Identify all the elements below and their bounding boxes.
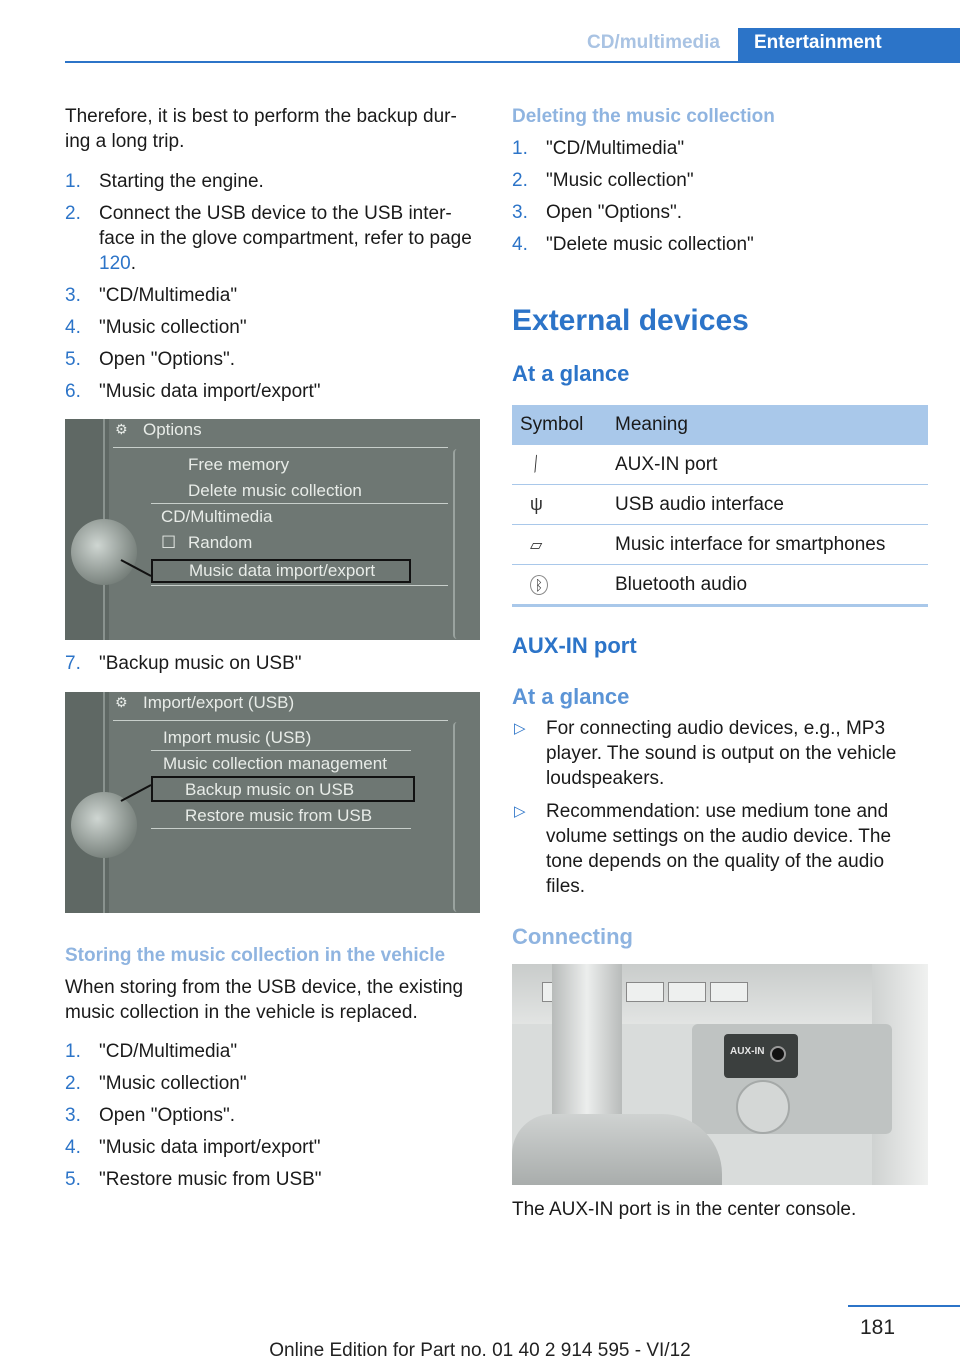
bluetooth-icon: ᛒ	[530, 575, 548, 595]
list-item: 5. "Restore music from USB"	[65, 1169, 322, 1190]
menu-item: Delete music collection	[188, 481, 362, 500]
center-console-photo	[512, 964, 928, 1185]
list-item: 6. "Music data import/export"	[65, 381, 321, 402]
screen-title: Options	[143, 420, 202, 439]
gear-icon: ⚙	[115, 694, 128, 710]
menu-item: Import music (USB)	[163, 728, 312, 747]
deleting-heading: Deleting the music collection	[512, 106, 775, 127]
list-item: 2. "Music collection"	[512, 170, 694, 191]
list-item: 4. "Music collection"	[65, 317, 247, 338]
header-rule	[65, 61, 960, 63]
delete-steps-list	[512, 136, 928, 264]
aux-at-a-glance-heading: At a glance	[512, 684, 630, 709]
menu-item-selected: Backup music on USB	[185, 780, 355, 799]
page-number: 181	[860, 1316, 896, 1339]
header-section-title: CD/multimedia	[586, 32, 720, 53]
column-header-symbol: Symbol	[512, 405, 607, 445]
menu-item: Restore music from USB	[185, 806, 373, 825]
aux-in-label: AUX-IN	[730, 1046, 765, 1057]
triangle-bullet-icon: ▷	[514, 803, 526, 820]
external-devices-heading: External devices	[512, 304, 749, 337]
table-header-row	[512, 405, 928, 445]
smartphone-interface-icon: ▱	[530, 536, 543, 554]
list-item: 1. Starting the engine.	[65, 171, 264, 192]
menu-item-selected: Music data import/export	[189, 561, 376, 580]
intro-paragraph: Therefore, it is best to perform the backup dur-ing a long trip.	[65, 106, 457, 152]
list-item: 2. Connect the USB device to the USB inter-face in the glove compartment, refer to page 120.	[65, 203, 472, 274]
table-row: ᛒ Bluetooth audio	[512, 565, 928, 606]
menu-section: CD/Multimedia	[161, 507, 273, 526]
aux-bullet-list	[512, 716, 928, 907]
list-item: 3. Open "Options".	[65, 1105, 236, 1126]
list-item: ▷ Recommendation: use medium tone and volume settings on the audio device. The tone depends on the quality of the audio files.	[514, 801, 892, 897]
list-item: 3. "CD/Multimedia"	[65, 285, 238, 306]
triangle-bullet-icon: ▷	[514, 720, 526, 737]
page-number-rule	[848, 1305, 960, 1307]
list-item: 7. "Backup music on USB"	[65, 653, 302, 674]
backup-step-7	[65, 651, 480, 683]
table-row: ψ USB audio interface	[512, 485, 928, 525]
edition-footer: Online Edition for Part no. 01 40 2 914 595 - VI/12	[269, 1340, 691, 1361]
menu-item: Random	[188, 533, 253, 552]
menu-item: Music collection management	[163, 754, 387, 773]
storing-heading: Storing the music collection in the vehicle	[65, 945, 446, 966]
list-item: 2. "Music collection"	[65, 1073, 247, 1094]
screen-title: Import/export (USB)	[143, 693, 295, 712]
list-item: 4. "Music data import/export"	[65, 1137, 321, 1158]
list-item: 4. "Delete music collection"	[512, 234, 754, 255]
aux-plug-icon: ⟋	[525, 451, 547, 476]
gear-icon: ⚙	[115, 421, 128, 437]
options-menu-screenshot	[65, 419, 480, 640]
aux-in-heading: AUX-IN port	[512, 633, 637, 658]
header-chapter-tab: Entertainment	[738, 28, 960, 61]
backup-steps-list	[65, 169, 480, 411]
list-item: 3. Open "Options".	[512, 202, 683, 223]
at-a-glance-heading: At a glance	[512, 361, 630, 386]
restore-steps-list	[65, 1039, 480, 1199]
list-item: 1. "CD/Multimedia"	[512, 138, 685, 159]
usb-icon: ψ	[530, 493, 543, 514]
symbol-table	[512, 405, 928, 607]
table-row: ⟋ AUX-IN port	[512, 445, 928, 485]
table-row: ▱ Music interface for smartphones	[512, 525, 928, 565]
photo-caption: The AUX-IN port is in the center console.	[512, 1199, 857, 1220]
menu-item: Free memory	[188, 455, 290, 474]
import-export-menu-screenshot	[65, 692, 480, 913]
page-link[interactable]: 120	[99, 253, 131, 274]
list-item: ▷ For connecting audio devices, e.g., MP3 player. The sound is output on the vehicle loudspeakers.	[514, 718, 897, 789]
list-item: 5. Open "Options".	[65, 349, 236, 370]
list-item: 1. "CD/Multimedia"	[65, 1041, 238, 1062]
checkbox-icon: ☐	[161, 533, 177, 552]
column-header-meaning: Meaning	[607, 405, 928, 445]
connecting-heading: Connecting	[512, 924, 633, 949]
storing-paragraph: When storing from the USB device, the existing music collection in the vehicle is replaced.	[65, 977, 464, 1023]
